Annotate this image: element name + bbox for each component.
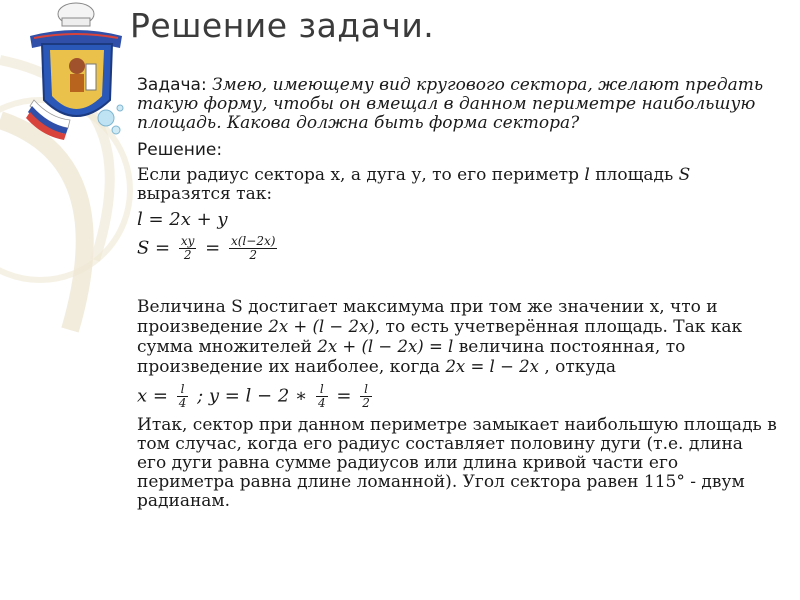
solution-label: Решение: xyxy=(137,140,223,160)
fraction-numerator: l xyxy=(177,383,189,397)
intro-text-2: площадь xyxy=(589,165,679,185)
conclusion-paragraph: Итак, сектор при данном периметре замыкает наибольшую площадь в том случас, когда его радиус составляет половину дуги (т.е. длина его дуги равна сумме радиусов или длина кривой части его периметра равна длине ломанной). Угол сектора равен 115° - двум радианам. xyxy=(137,415,777,511)
fraction-numerator: x(l−2x) xyxy=(230,234,276,248)
task-label: Задача: xyxy=(137,75,207,95)
spacer xyxy=(137,268,777,298)
intro-text-3: выразятся так: xyxy=(137,184,273,204)
task-text: Змею, имеющему вид кругового сектора, желают предать такую форму, чтобы он вмещал в данном периметре наибольшую площадь. Какова должна быть форма сектора? xyxy=(137,75,764,133)
fraction-xy-over-2 xyxy=(179,235,197,262)
fraction-denominator: 2 xyxy=(362,396,370,410)
formula-area xyxy=(137,235,777,262)
fraction-denominator: 4 xyxy=(317,396,326,410)
explanation-expr-3: 2x = l − 2x xyxy=(445,357,539,376)
fraction-numerator: l xyxy=(316,383,328,397)
fraction-l-over-4 xyxy=(177,383,189,410)
formula-area-eq: = xyxy=(205,237,221,259)
explanation-expr-1: 2x + (l − 2x) xyxy=(268,317,375,336)
fraction-denominator: 2 xyxy=(249,248,258,262)
intro-var-l: l xyxy=(584,165,590,185)
school-emblem-logo xyxy=(20,0,130,150)
slide-content xyxy=(137,76,777,517)
fraction-x-l-2x-over-2 xyxy=(229,235,277,262)
intro-paragraph xyxy=(137,166,777,204)
explanation-text-1: Величина S достигает максимума при том же значении х, что и произведение xyxy=(137,297,718,337)
task-statement xyxy=(137,76,777,133)
result-x-lhs: x = xyxy=(137,385,168,407)
slide-title: Решение задачи. xyxy=(130,6,435,45)
result-formula xyxy=(137,383,777,410)
fraction-l-over-2 xyxy=(360,383,372,410)
explanation-text-4: , откуда xyxy=(538,357,617,377)
explanation-text-3: величина постоянная, то произведение их наиболее, когда xyxy=(137,337,686,377)
explanation-expr-2: 2x + (l − 2x) = l xyxy=(317,337,454,356)
intro-var-s: S xyxy=(678,165,691,185)
fraction-denominator: 4 xyxy=(178,396,187,410)
explanation-paragraph xyxy=(137,298,777,377)
explanation-text-2: , то есть учетверённая площадь. Так как сумма множителей xyxy=(137,317,743,357)
formula-perimeter: l = 2x + y xyxy=(137,209,228,230)
intro-text-1: Если радиус сектора х, а дуга у, то его периметр xyxy=(137,165,585,185)
fraction-numerator: l xyxy=(360,383,372,397)
fraction-numerator: xy xyxy=(180,234,195,248)
fraction-l-over-4 xyxy=(316,383,328,410)
result-y-expression: ; y = l − 2 ∗ xyxy=(197,385,308,407)
result-eq: = xyxy=(336,385,352,407)
fraction-denominator: 2 xyxy=(183,248,192,262)
formula-area-lhs: S = xyxy=(137,237,171,259)
